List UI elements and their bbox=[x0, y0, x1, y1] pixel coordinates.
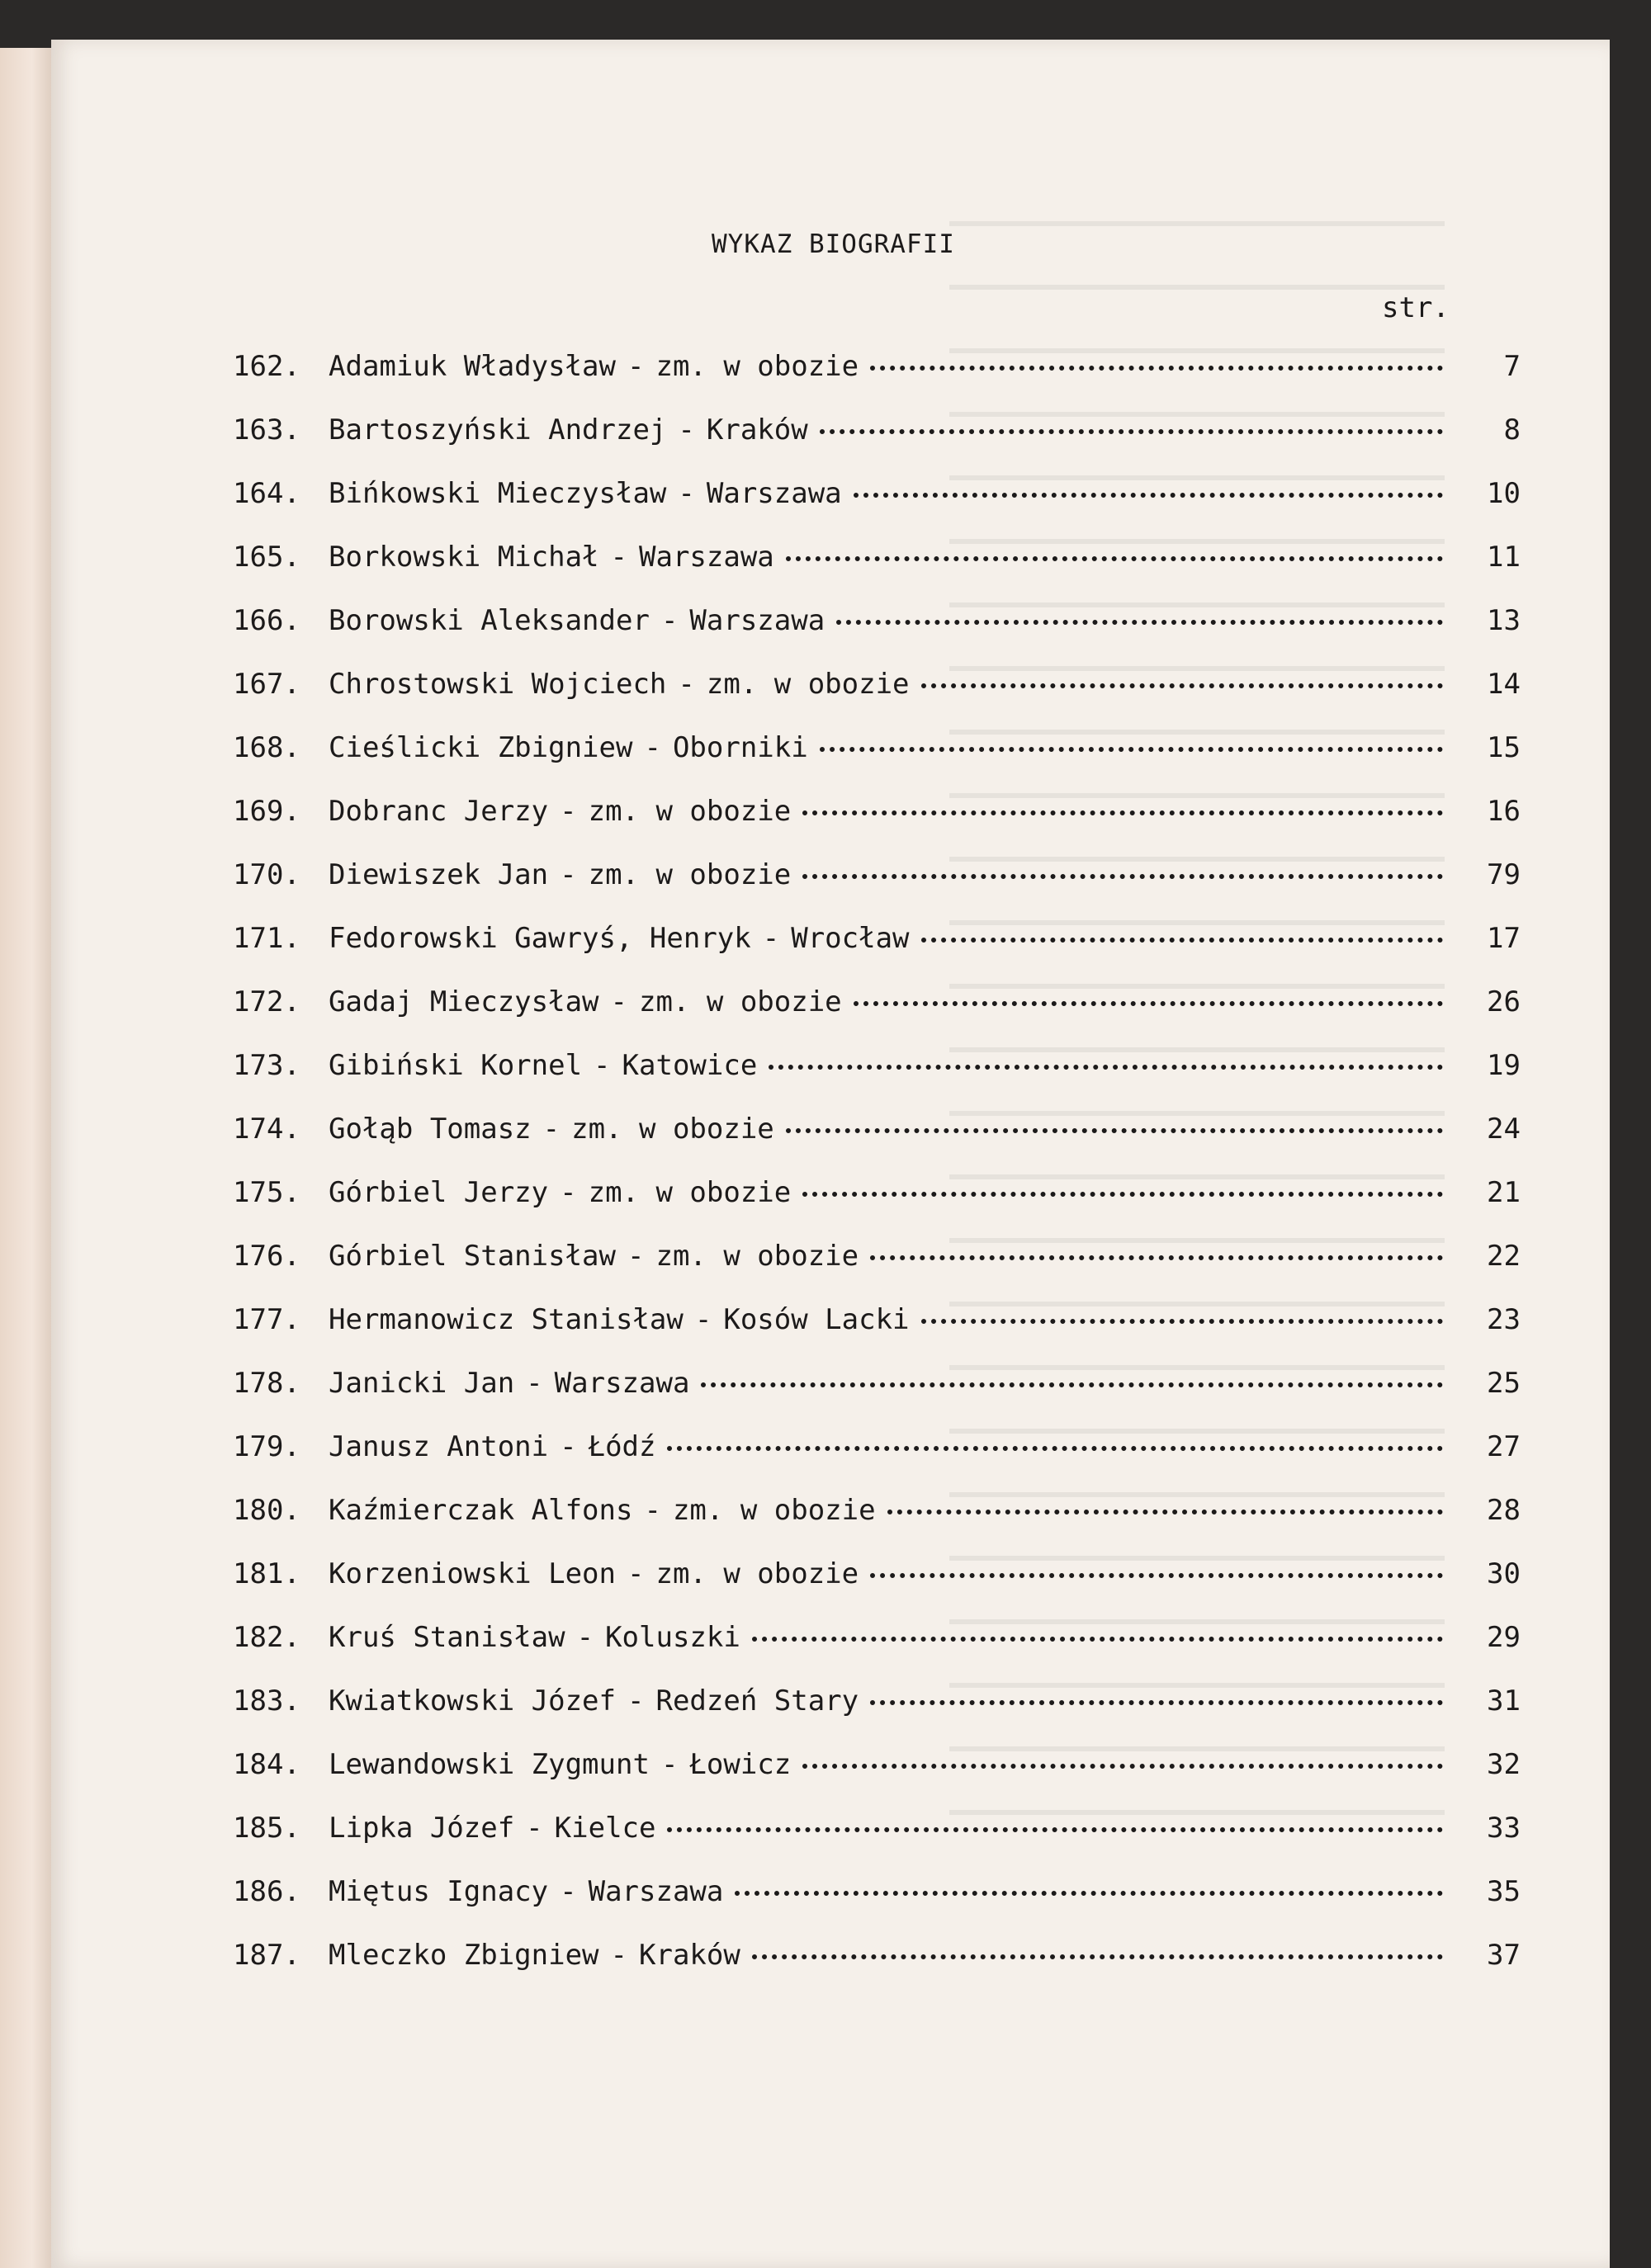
entry-separator: - bbox=[542, 1113, 561, 1146]
entry-separator: - bbox=[678, 413, 695, 447]
entry-place: zm. w obozie bbox=[655, 350, 859, 383]
entry-name: Chrostowski Wojciech bbox=[329, 668, 667, 701]
list-item bbox=[233, 1113, 1521, 1176]
entry-name: Mleczko Zbigniew bbox=[329, 1939, 599, 1972]
entry-separator: - bbox=[594, 1049, 611, 1082]
list-item bbox=[233, 350, 1521, 413]
page-column-label: str. bbox=[1382, 291, 1450, 324]
entry-separator: - bbox=[576, 1621, 594, 1654]
entry-separator: - bbox=[610, 541, 627, 574]
dot-leader bbox=[870, 1255, 1443, 1260]
entry-number: 175. bbox=[233, 1176, 300, 1209]
dot-leader bbox=[735, 1891, 1443, 1896]
entry-name: Bartoszyński Andrzej bbox=[329, 413, 667, 447]
entry-number: 164. bbox=[233, 477, 300, 510]
dot-leader bbox=[667, 1827, 1443, 1832]
entry-number: 185. bbox=[233, 1812, 300, 1845]
list-item bbox=[233, 1557, 1521, 1621]
list-item bbox=[233, 731, 1521, 795]
entry-place: Katowice bbox=[622, 1049, 758, 1082]
entry-place: Warszawa bbox=[689, 604, 826, 637]
entry-place: zm. w obozie bbox=[706, 668, 910, 701]
entry-page-number: 8 bbox=[1503, 413, 1521, 447]
list-item bbox=[233, 1049, 1521, 1113]
entry-place: Koluszki bbox=[605, 1621, 740, 1654]
entry-separator: - bbox=[560, 1875, 577, 1908]
list-item bbox=[233, 1875, 1521, 1939]
entry-page-number: 15 bbox=[1487, 731, 1521, 764]
entry-name: Górbiel Jerzy bbox=[329, 1176, 549, 1209]
entry-separator: - bbox=[526, 1812, 543, 1845]
entry-separator: - bbox=[610, 985, 627, 1018]
dot-leader bbox=[802, 810, 1443, 815]
list-item bbox=[233, 1812, 1521, 1875]
entry-page-number: 27 bbox=[1487, 1430, 1521, 1463]
entry-name: Kwiatkowski Józef bbox=[329, 1684, 616, 1718]
entry-name: Gibiński Kornel bbox=[329, 1049, 583, 1082]
entry-page-number: 79 bbox=[1487, 858, 1521, 891]
dot-leader bbox=[752, 1954, 1443, 1959]
entry-page-number: 29 bbox=[1487, 1621, 1521, 1654]
entry-separator: - bbox=[678, 668, 695, 701]
entry-place: Wrocław bbox=[791, 922, 910, 955]
entry-number: 183. bbox=[233, 1684, 300, 1718]
dot-leader bbox=[921, 1319, 1443, 1324]
entry-separator: - bbox=[678, 477, 695, 510]
entry-place: Warszawa bbox=[706, 477, 842, 510]
entry-name: Borowski Aleksander bbox=[329, 604, 650, 637]
entry-place: Łowicz bbox=[689, 1748, 792, 1781]
entry-number: 166. bbox=[233, 604, 300, 637]
entry-separator: - bbox=[762, 922, 780, 955]
entry-separator: - bbox=[560, 1430, 577, 1463]
entry-place: zm. w obozie bbox=[672, 1494, 876, 1527]
entry-place: zm. w obozie bbox=[571, 1113, 774, 1146]
dot-leader bbox=[820, 429, 1443, 434]
entry-number: 181. bbox=[233, 1557, 300, 1590]
list-item bbox=[233, 413, 1521, 477]
entry-number: 169. bbox=[233, 795, 300, 828]
list-item bbox=[233, 1494, 1521, 1557]
entry-number: 180. bbox=[233, 1494, 300, 1527]
list-item bbox=[233, 1621, 1521, 1684]
dot-leader bbox=[921, 683, 1443, 688]
entry-number: 177. bbox=[233, 1303, 300, 1336]
entry-place: Redzeń Stary bbox=[655, 1684, 859, 1718]
entry-place: Łódź bbox=[588, 1430, 656, 1463]
entry-separator: - bbox=[560, 1176, 577, 1209]
list-item bbox=[233, 604, 1521, 668]
entry-name: Górbiel Stanisław bbox=[329, 1240, 616, 1273]
entry-place: zm. w obozie bbox=[588, 1176, 792, 1209]
dot-leader bbox=[802, 1192, 1443, 1197]
entry-number: 184. bbox=[233, 1748, 300, 1781]
entry-place: Kielce bbox=[554, 1812, 656, 1845]
entry-page-number: 17 bbox=[1487, 922, 1521, 955]
entry-page-number: 7 bbox=[1503, 350, 1521, 383]
list-item bbox=[233, 541, 1521, 604]
entry-place: Oborniki bbox=[672, 731, 808, 764]
dot-leader bbox=[870, 1700, 1443, 1705]
entry-name: Kaźmierczak Alfons bbox=[329, 1494, 633, 1527]
entry-page-number: 21 bbox=[1487, 1176, 1521, 1209]
dot-leader bbox=[802, 1764, 1443, 1769]
entry-separator: - bbox=[627, 350, 645, 383]
entry-name: Miętus Ignacy bbox=[329, 1875, 549, 1908]
list-item bbox=[233, 858, 1521, 922]
entry-name: Janusz Antoni bbox=[329, 1430, 549, 1463]
entry-number: 174. bbox=[233, 1113, 300, 1146]
entry-name: Adamiuk Władysław bbox=[329, 350, 616, 383]
entry-page-number: 14 bbox=[1487, 668, 1521, 701]
entry-name: Gadaj Mieczysław bbox=[329, 985, 599, 1018]
entry-number: 162. bbox=[233, 350, 300, 383]
entry-place: Kosów Lacki bbox=[723, 1303, 910, 1336]
dot-leader bbox=[887, 1510, 1443, 1514]
list-item bbox=[233, 1684, 1521, 1748]
entry-number: 182. bbox=[233, 1621, 300, 1654]
entry-place: zm. w obozie bbox=[588, 858, 792, 891]
entry-separator: - bbox=[644, 731, 661, 764]
entry-name: Borkowski Michał bbox=[329, 541, 599, 574]
entry-name: Diewiszek Jan bbox=[329, 858, 549, 891]
entry-separator: - bbox=[560, 858, 577, 891]
entry-page-number: 31 bbox=[1487, 1684, 1521, 1718]
dot-leader bbox=[769, 1065, 1443, 1070]
list-item bbox=[233, 985, 1521, 1049]
entry-place: zm. w obozie bbox=[655, 1240, 859, 1273]
dot-leader bbox=[667, 1446, 1443, 1451]
entry-place: Warszawa bbox=[588, 1875, 724, 1908]
entry-page-number: 28 bbox=[1487, 1494, 1521, 1527]
page-content bbox=[51, 40, 1610, 2268]
facing-page-edge bbox=[0, 48, 58, 2268]
entry-name: Hermanowicz Stanisław bbox=[329, 1303, 684, 1336]
list-item bbox=[233, 668, 1521, 731]
entry-number: 187. bbox=[233, 1939, 300, 1972]
dot-leader bbox=[854, 1001, 1443, 1006]
entry-number: 171. bbox=[233, 922, 300, 955]
entry-page-number: 23 bbox=[1487, 1303, 1521, 1336]
list-item bbox=[233, 1748, 1521, 1812]
entry-name: Korzeniowski Leon bbox=[329, 1557, 616, 1590]
biography-list bbox=[233, 350, 1521, 2002]
entry-separator: - bbox=[644, 1494, 661, 1527]
entry-separator: - bbox=[660, 1748, 679, 1781]
entry-number: 167. bbox=[233, 668, 300, 701]
list-item bbox=[233, 922, 1521, 985]
list-item bbox=[233, 1367, 1521, 1430]
entry-name: Janicki Jan bbox=[329, 1367, 515, 1400]
entry-page-number: 32 bbox=[1487, 1748, 1521, 1781]
entry-number: 178. bbox=[233, 1367, 300, 1400]
entry-page-number: 30 bbox=[1487, 1557, 1521, 1590]
entry-separator: - bbox=[560, 795, 577, 828]
dot-leader bbox=[921, 938, 1443, 943]
entry-place: Warszawa bbox=[554, 1367, 690, 1400]
list-item bbox=[233, 1303, 1521, 1367]
dot-leader bbox=[836, 620, 1443, 625]
dot-leader bbox=[752, 1637, 1443, 1642]
page-title: WYKAZ BIOGRAFII bbox=[712, 229, 955, 259]
entry-number: 165. bbox=[233, 541, 300, 574]
entry-place: Kraków bbox=[639, 1939, 740, 1972]
dot-leader bbox=[701, 1382, 1443, 1387]
entry-place: zm. w obozie bbox=[639, 985, 842, 1018]
entry-name: Dobranc Jerzy bbox=[329, 795, 549, 828]
entry-page-number: 16 bbox=[1487, 795, 1521, 828]
entry-separator: - bbox=[610, 1939, 627, 1972]
entry-number: 179. bbox=[233, 1430, 300, 1463]
entry-name: Fedorowski Gawryś, Henryk bbox=[329, 922, 751, 955]
entry-separator: - bbox=[627, 1684, 645, 1718]
entry-number: 168. bbox=[233, 731, 300, 764]
entry-page-number: 13 bbox=[1487, 604, 1521, 637]
entry-page-number: 37 bbox=[1487, 1939, 1521, 1972]
entry-page-number: 10 bbox=[1487, 477, 1521, 510]
entry-number: 173. bbox=[233, 1049, 300, 1082]
dot-leader bbox=[786, 556, 1443, 561]
dot-leader bbox=[870, 366, 1443, 371]
list-item bbox=[233, 1240, 1521, 1303]
entry-page-number: 26 bbox=[1487, 985, 1521, 1018]
dot-leader bbox=[786, 1128, 1443, 1133]
entry-page-number: 22 bbox=[1487, 1240, 1521, 1273]
entry-page-number: 35 bbox=[1487, 1875, 1521, 1908]
entry-number: 186. bbox=[233, 1875, 300, 1908]
entry-number: 176. bbox=[233, 1240, 300, 1273]
document-page bbox=[51, 40, 1610, 2268]
entry-separator: - bbox=[627, 1240, 645, 1273]
list-item bbox=[233, 1176, 1521, 1240]
dot-leader bbox=[870, 1573, 1443, 1578]
entry-page-number: 25 bbox=[1487, 1367, 1521, 1400]
entry-page-number: 19 bbox=[1487, 1049, 1521, 1082]
entry-separator: - bbox=[627, 1557, 645, 1590]
entry-place: Kraków bbox=[706, 413, 808, 447]
entry-place: zm. w obozie bbox=[588, 795, 792, 828]
dot-leader bbox=[802, 874, 1443, 879]
entry-name: Lewandowski Zygmunt bbox=[329, 1748, 650, 1781]
entry-number: 163. bbox=[233, 413, 300, 447]
list-item bbox=[233, 1430, 1521, 1494]
entry-separator: - bbox=[660, 604, 679, 637]
entry-place: zm. w obozie bbox=[655, 1557, 859, 1590]
dot-leader bbox=[854, 493, 1443, 498]
entry-place: Warszawa bbox=[639, 541, 774, 574]
entry-page-number: 33 bbox=[1487, 1812, 1521, 1845]
entry-name: Gołąb Tomasz bbox=[329, 1113, 532, 1146]
entry-page-number: 24 bbox=[1487, 1113, 1521, 1146]
entry-name: Kruś Stanisław bbox=[329, 1621, 565, 1654]
list-item bbox=[233, 795, 1521, 858]
entry-separator: - bbox=[694, 1303, 712, 1336]
entry-name: Lipka Józef bbox=[329, 1812, 515, 1845]
entry-number: 170. bbox=[233, 858, 300, 891]
entry-name: Bińkowski Mieczysław bbox=[329, 477, 667, 510]
list-item bbox=[233, 477, 1521, 541]
entry-name: Cieślicki Zbigniew bbox=[329, 731, 633, 764]
entry-separator: - bbox=[526, 1367, 543, 1400]
entry-number: 172. bbox=[233, 985, 300, 1018]
dot-leader bbox=[820, 747, 1443, 752]
list-item bbox=[233, 1939, 1521, 2002]
entry-page-number: 11 bbox=[1487, 541, 1521, 574]
